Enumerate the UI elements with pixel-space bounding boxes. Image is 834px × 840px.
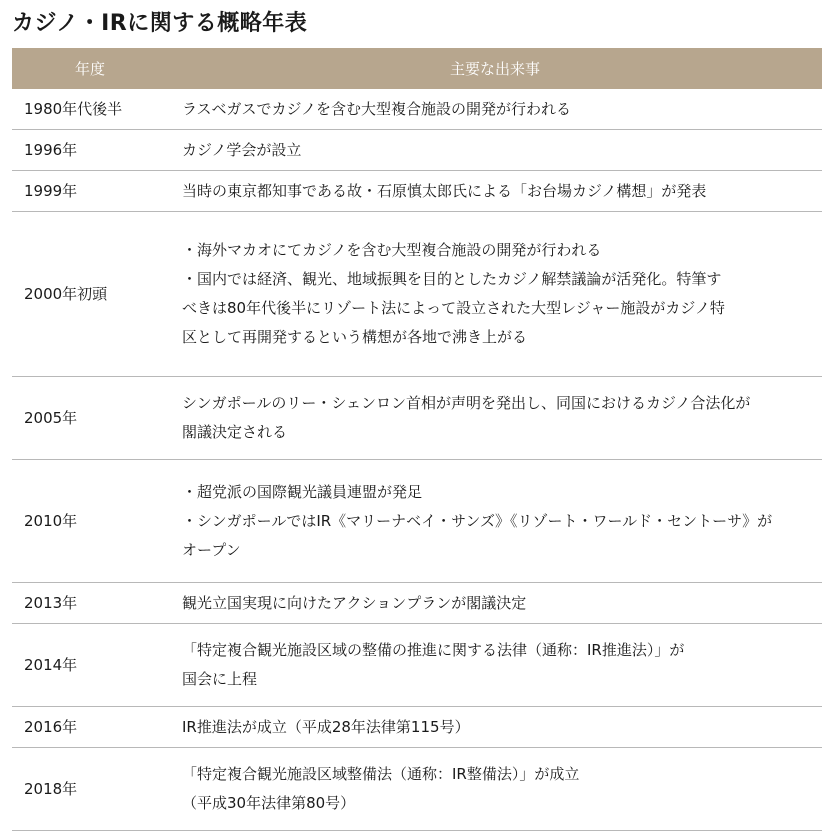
table-row [12, 624, 822, 707]
year-cell: 2010年 [12, 460, 168, 583]
table-row [12, 212, 822, 377]
year-cell: 2013年 [12, 583, 168, 624]
table-row [12, 707, 822, 748]
event-line: 「特定複合観光施設区域整備法（通称：IR整備法）」が成立 [182, 765, 580, 783]
event-cell [168, 748, 822, 831]
year-cell: 2018年 [12, 748, 168, 831]
page-title: カジノ・IRに関する概略年表 [12, 11, 308, 36]
event-line: 区として再開発するという構想が各地で沸き上がる [182, 328, 528, 346]
event-line: カジノ学会が設立 [182, 140, 302, 159]
year-cell: 2000年初頭 [12, 212, 168, 377]
event-line: 国会に上程 [182, 670, 258, 688]
event-line: ・シンガポールではIR《マリーナベイ・サンズ》《リゾート・ワールド・セントーサ》が [182, 511, 773, 530]
event-cell [168, 624, 822, 707]
event-line: ・海外マカオにてカジノを含む大型複合施設の開発が行われる [182, 241, 602, 259]
timeline-table [12, 48, 822, 831]
header-year: 年度 [12, 48, 168, 89]
event-cell [168, 171, 822, 212]
event-line: べきは80年代後半にリゾート法によって設立された大型レジャー施設がカジノ特 [182, 299, 725, 317]
event-line: IR推進法が成立（平成28年法律第115号） [182, 717, 470, 736]
event-line: シンガポールのリー・シェンロン首相が声明を発出し、同国におけるカジノ合法化が [182, 394, 751, 412]
event-line: 閣議決定される [182, 423, 288, 441]
table-row [12, 748, 822, 831]
event-cell [168, 707, 822, 748]
event-cell [168, 212, 822, 377]
event-line: 「特定複合観光施設区域の整備の推進に関する法律（通称：IR推進法）」が [182, 641, 685, 659]
year-cell: 2014年 [12, 624, 168, 707]
event-line: 当時の東京都知事である故・石原慎太郎氏による「お台場カジノ構想」が発表 [182, 181, 707, 200]
table-row [12, 460, 822, 583]
event-line: （平成30年法律第80号） [182, 794, 356, 812]
year-cell: 1980年代後半 [12, 89, 168, 130]
event-line: ・国内では経済、観光、地域振興を目的としたカジノ解禁議論が活発化。特筆す [182, 270, 722, 288]
table-row [12, 583, 822, 624]
event-cell [168, 377, 822, 460]
event-line: ラスベガスでカジノを含む大型複合施設の開発が行われる [182, 99, 571, 118]
event-line: 観光立国実現に向けたアクションプランが閣議決定 [182, 593, 527, 612]
event-cell [168, 89, 822, 130]
table-row [12, 377, 822, 460]
year-cell: 1999年 [12, 171, 168, 212]
year-cell: 2016年 [12, 707, 168, 748]
event-line: ・超党派の国際観光議員連盟が発足 [182, 482, 423, 501]
event-cell [168, 460, 822, 583]
header-event: 主要な出来事 [168, 48, 822, 89]
table-row [12, 89, 822, 130]
table-row [12, 171, 822, 212]
event-line: オープン [182, 540, 241, 559]
table-header-row [12, 48, 822, 89]
event-cell [168, 130, 822, 171]
event-cell [168, 583, 822, 624]
year-cell: 1996年 [12, 130, 168, 171]
year-cell: 2005年 [12, 377, 168, 460]
table-row [12, 130, 822, 171]
